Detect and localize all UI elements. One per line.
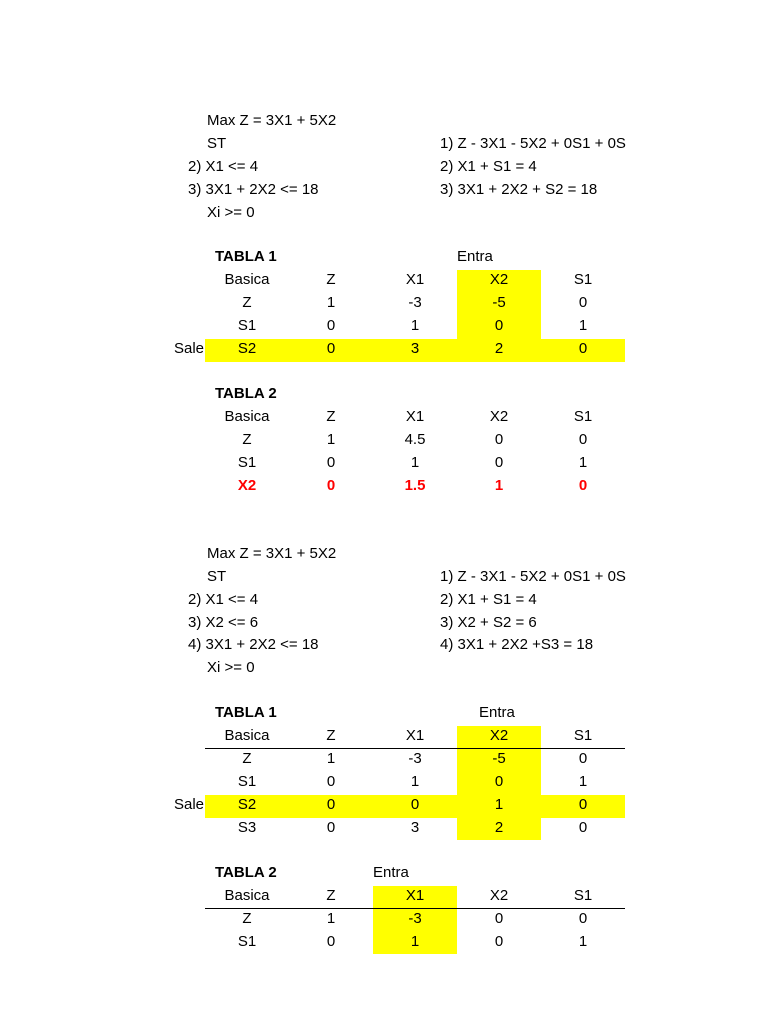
cell: S2	[237, 340, 257, 357]
cell: 1	[410, 773, 420, 790]
header-z: Z	[326, 887, 336, 904]
header-x2: X2	[489, 887, 509, 904]
cell: 1.5	[404, 477, 426, 494]
cell: 0	[326, 819, 336, 836]
cell: 0	[494, 933, 504, 950]
standard-eq-4: 4) 3X1 + 2X2 +S3 = 18	[440, 636, 594, 653]
cell: 0	[578, 431, 588, 448]
header-x1: X1	[405, 727, 425, 744]
header-x2: X2	[489, 408, 509, 425]
cell: X2	[237, 477, 257, 494]
cell: 1	[326, 750, 336, 767]
cell: -3	[408, 910, 422, 927]
header-s1: S1	[573, 727, 593, 744]
cell: 0	[578, 477, 588, 494]
cell: -5	[492, 750, 506, 767]
cell: S1	[237, 773, 257, 790]
non-negativity: Xi >= 0	[207, 659, 255, 676]
cell: 1	[578, 773, 588, 790]
cell: 1	[326, 294, 336, 311]
cell: S3	[237, 819, 257, 836]
objective-function: Max Z = 3X1 + 5X2	[207, 112, 337, 129]
cell: 0	[578, 910, 588, 927]
standard-eq-3: 3) X2 + S2 = 6	[440, 614, 537, 631]
cell: 0	[326, 796, 336, 813]
cell: 1	[578, 317, 588, 334]
cell: 1	[494, 796, 504, 813]
constraint-3: 3) 3X1 + 2X2 <= 18	[188, 181, 319, 198]
constraint-4: 4) 3X1 + 2X2 <= 18	[188, 636, 319, 653]
cell: S1	[237, 933, 257, 950]
header-s1: S1	[573, 271, 593, 288]
cell: 0	[326, 454, 336, 471]
cell: 0	[326, 773, 336, 790]
standard-eq-3: 3) 3X1 + 2X2 + S2 = 18	[440, 181, 598, 198]
cell: 0	[578, 294, 588, 311]
cell: -3	[408, 750, 422, 767]
cell: 2	[494, 819, 504, 836]
header-s1: S1	[573, 408, 593, 425]
header-basica: Basica	[224, 727, 270, 744]
cell: S2	[237, 796, 257, 813]
cell: 3	[410, 340, 420, 357]
cell: S1	[237, 454, 257, 471]
cell: -3	[408, 294, 422, 311]
header-basica: Basica	[224, 408, 270, 425]
entra-label: Entra	[457, 248, 493, 265]
constraint-3: 3) X2 <= 6	[188, 614, 259, 631]
header-basica: Basica	[224, 887, 270, 904]
subject-to-label: ST	[207, 135, 227, 152]
cell: 1	[326, 431, 336, 448]
cell: 0	[578, 750, 588, 767]
standard-eq-1: 1) Z - 3X1 - 5X2 + 0S1 + 0S	[440, 135, 626, 152]
cell: 0	[326, 317, 336, 334]
cell: Z	[242, 750, 252, 767]
cell: -5	[492, 294, 506, 311]
standard-eq-1: 1) Z - 3X1 - 5X2 + 0S1 + 0S	[440, 568, 626, 585]
cell: 0	[578, 819, 588, 836]
cell: 0	[578, 340, 588, 357]
cell: Z	[242, 431, 252, 448]
subject-to-label: ST	[207, 568, 227, 585]
cell: Z	[242, 910, 252, 927]
standard-eq-2: 2) X1 + S1 = 4	[440, 591, 537, 608]
header-s1: S1	[573, 887, 593, 904]
cell: 0	[578, 796, 588, 813]
cell: 0	[494, 910, 504, 927]
cell: 0	[326, 933, 336, 950]
cell: 1	[410, 933, 420, 950]
standard-eq-2: 2) X1 + S1 = 4	[440, 158, 537, 175]
objective-function: Max Z = 3X1 + 5X2	[207, 545, 337, 562]
entra-label: Entra	[373, 864, 409, 881]
sale-label: Sale	[173, 340, 204, 357]
constraint-2: 2) X1 <= 4	[188, 591, 259, 608]
header-x1: X1	[405, 408, 425, 425]
tabla2-title: TABLA 2	[215, 864, 277, 881]
header-z: Z	[326, 727, 336, 744]
cell: 4.5	[404, 431, 426, 448]
cell: 0	[494, 431, 504, 448]
cell: 0	[494, 773, 504, 790]
cell: 0	[410, 796, 420, 813]
cell: 0	[326, 477, 336, 494]
cell: 1	[326, 910, 336, 927]
header-z: Z	[326, 408, 336, 425]
cell: 3	[410, 819, 420, 836]
cell: 2	[494, 340, 504, 357]
constraint-2: 2) X1 <= 4	[188, 158, 259, 175]
header-x2: X2	[489, 727, 509, 744]
header-basica: Basica	[224, 271, 270, 288]
cell: Z	[242, 294, 252, 311]
tabla2-title: TABLA 2	[215, 385, 277, 402]
cell: 1	[578, 454, 588, 471]
cell: 1	[578, 933, 588, 950]
cell: 1	[410, 317, 420, 334]
cell: 0	[326, 340, 336, 357]
header-x1: X1	[405, 887, 425, 904]
cell: 0	[494, 454, 504, 471]
cell: S1	[237, 317, 257, 334]
header-x1: X1	[405, 271, 425, 288]
cell: 0	[494, 317, 504, 334]
sale-label: Sale	[173, 796, 204, 813]
header-z: Z	[326, 271, 336, 288]
cell: 1	[494, 477, 504, 494]
cell: 1	[410, 454, 420, 471]
tabla1-title: TABLA 1	[215, 248, 277, 265]
tabla1-title: TABLA 1	[215, 704, 277, 721]
entra-label: Entra	[479, 704, 515, 721]
non-negativity: Xi >= 0	[207, 204, 255, 221]
header-x2: X2	[489, 271, 509, 288]
